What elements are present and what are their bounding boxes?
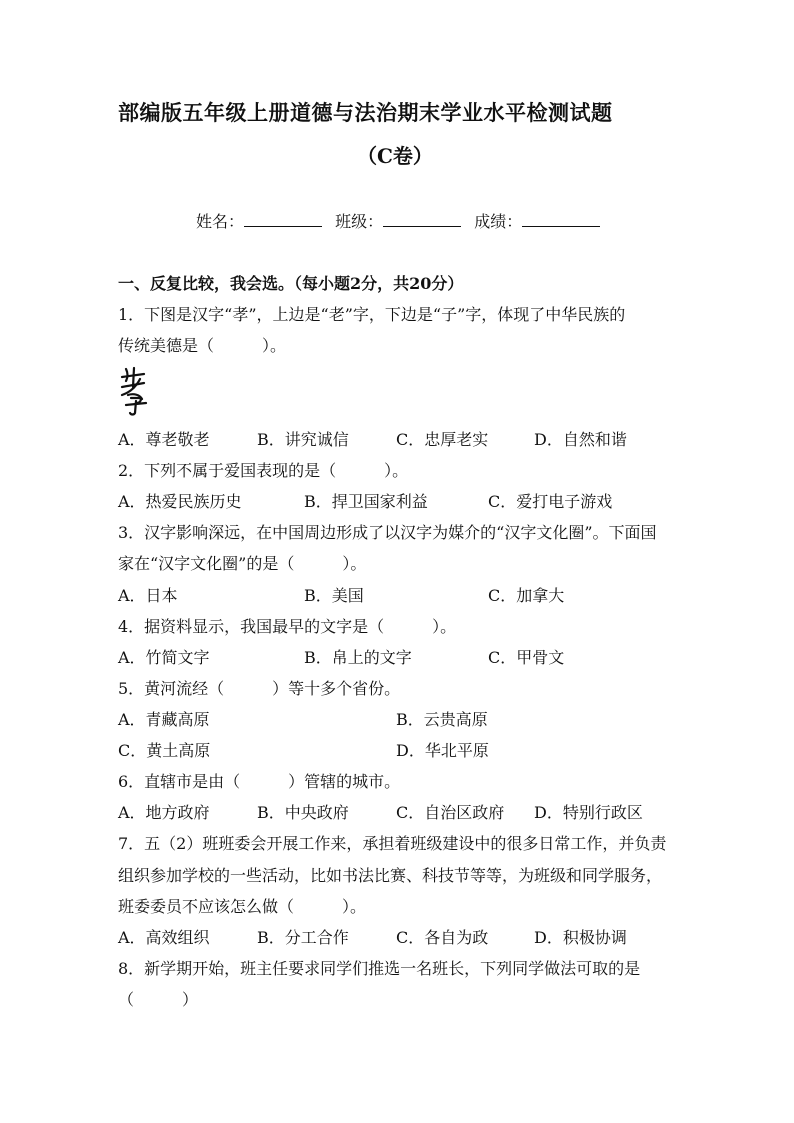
question-4-line-1: 4．据资料显示，我国最早的文字是（ ）。 [118, 617, 457, 636]
q2-option-a[interactable]: A．热爱民族历史 [118, 492, 242, 511]
class-blank[interactable] [383, 210, 461, 227]
q4-option-c[interactable]: C．甲骨文 [488, 648, 565, 667]
q6-option-b[interactable]: B．中央政府 [257, 803, 349, 822]
q1-option-a[interactable]: A．尊老敬老 [118, 430, 210, 449]
page-subtitle: （C卷） [357, 144, 433, 168]
q1-option-d[interactable]: D．自然和谐 [534, 430, 627, 449]
question-7-line-3: 班委委员不应该怎么做（ ）。 [118, 897, 367, 916]
q6-option-c[interactable]: C．自治区政府 [396, 803, 505, 822]
q7-option-d[interactable]: D．积极协调 [534, 928, 627, 947]
question-1-line-2: 传统美德是（ ）。 [118, 336, 287, 355]
q1-option-b[interactable]: B．讲究诚信 [257, 430, 349, 449]
question-8-line-2: （ ） [118, 990, 199, 1009]
page-title: 部编版五年级上册道德与法治期末学业水平检测试题 [118, 100, 613, 125]
name-blank[interactable] [244, 210, 322, 227]
q6-option-a[interactable]: A．地方政府 [118, 803, 210, 822]
q7-option-c[interactable]: C．各自为政 [396, 928, 489, 947]
q5-option-a[interactable]: A．青藏高原 [118, 710, 210, 729]
q3-option-c[interactable]: C．加拿大 [488, 586, 565, 605]
xiao-seal-script-icon [118, 365, 150, 417]
question-7-line-2: 组织参加学校的一些活动，比如书法比赛、科技节等等，为班级和同学服务， [118, 866, 663, 885]
q7-option-a[interactable]: A．高效组织 [118, 928, 210, 947]
score-label: 成绩： [474, 212, 523, 231]
q1-option-c[interactable]: C．忠厚老实 [396, 430, 489, 449]
question-7-line-1: 7．五（2）班班委会开展工作来，承担着班级建设中的很多日常工作，并负责 [118, 834, 667, 853]
score-blank[interactable] [522, 210, 600, 227]
class-label: 班级： [335, 212, 384, 231]
q5-option-d[interactable]: D．华北平原 [396, 741, 489, 760]
section-heading: 一、反复比较，我会选。（每小题2分，共20分） [118, 274, 464, 293]
question-1-line-1: 1．下图是汉字“孝”，上边是“老”字，下边是“子”字，体现了中华民族的 [118, 305, 626, 324]
q5-option-b[interactable]: B．云贵高原 [396, 710, 488, 729]
q2-option-c[interactable]: C．爱打电子游戏 [488, 492, 613, 511]
name-label: 姓名： [196, 212, 245, 231]
question-2-line-1: 2．下列不属于爱国表现的是（ ）。 [118, 461, 409, 480]
question-3-line-2: 家在“汉字文化圈”的是（ ）。 [118, 554, 367, 573]
q5-option-c[interactable]: C．黄土高原 [118, 741, 211, 760]
q4-option-a[interactable]: A．竹简文字 [118, 648, 210, 667]
student-info-row [196, 209, 608, 232]
q4-option-b[interactable]: B．帛上的文字 [304, 648, 412, 667]
q3-option-a[interactable]: A．日本 [118, 586, 178, 605]
q2-option-b[interactable]: B．捍卫国家利益 [304, 492, 428, 511]
question-8-line-1: 8．新学期开始，班主任要求同学们推选一名班长，下列同学做法可取的是 [118, 959, 641, 978]
q7-option-b[interactable]: B．分工合作 [257, 928, 349, 947]
question-6-line-1: 6．直辖市是由（ ）管辖的城市。 [118, 772, 401, 791]
q6-option-d[interactable]: D．特别行政区 [534, 803, 643, 822]
q3-option-b[interactable]: B．美国 [304, 586, 364, 605]
question-5-line-1: 5．黄河流经（ ）等十多个省份。 [118, 679, 401, 698]
question-3-line-1: 3．汉字影响深远，在中国周边形成了以汉字为媒介的“汉字文化圈”。下面国 [118, 523, 657, 542]
